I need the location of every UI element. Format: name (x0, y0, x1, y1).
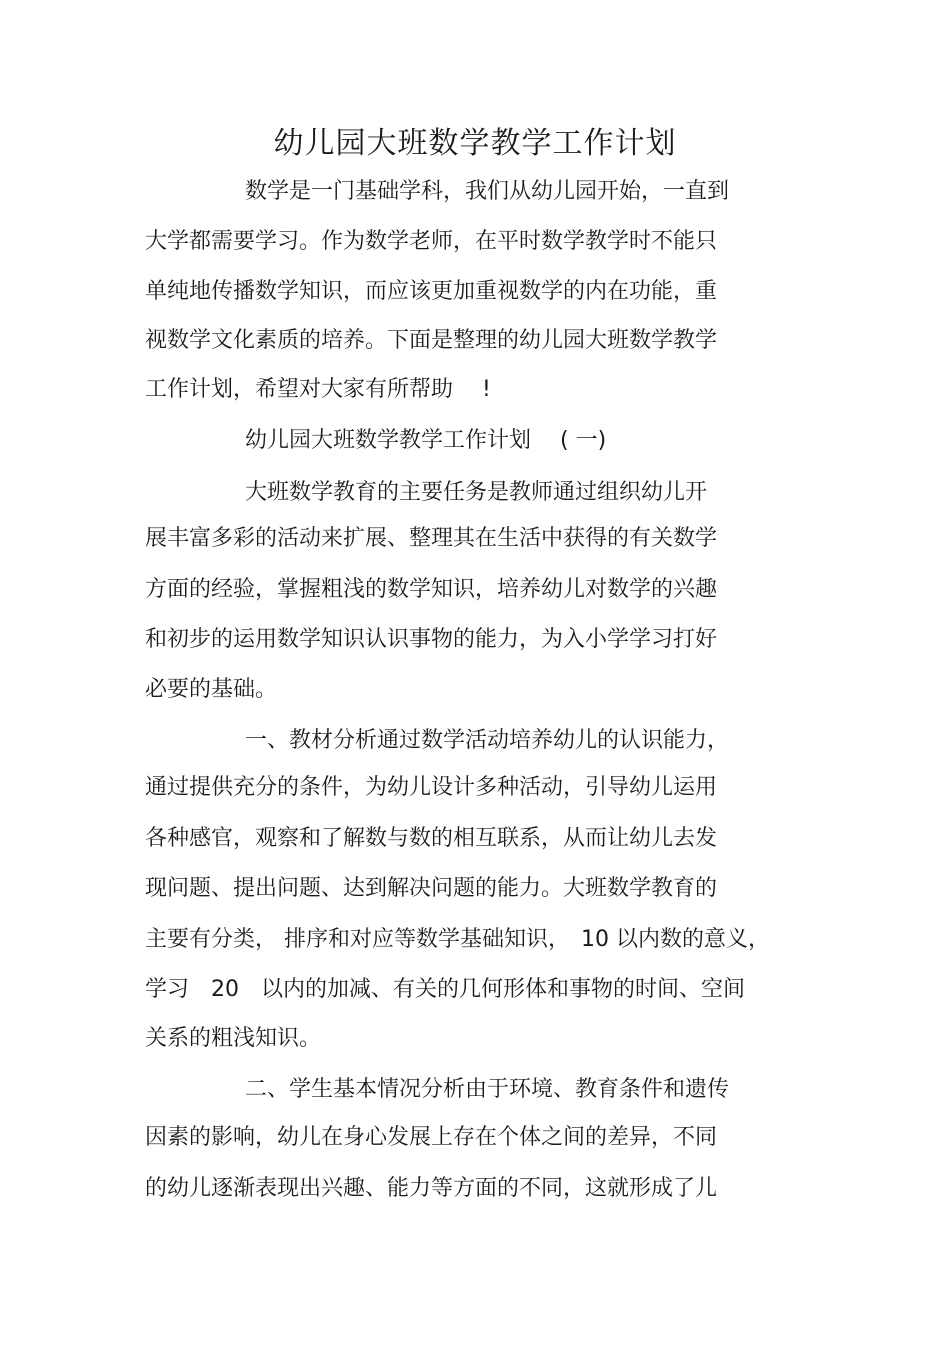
paragraph-line: 必要的基础。 (145, 677, 278, 702)
paragraph-line: 二、学生基本情况分析由于环境、教育条件和遗传 (245, 1077, 730, 1102)
paragraph-line: 单纯地传播数学知识，而应该更加重视数学的内在功能，重 (145, 279, 718, 304)
paragraph-line: 因素的影响，幼儿在身心发展上存在个体之间的差异，不同 (145, 1125, 718, 1150)
paragraph-line: 各种感官，观察和了解数与数的相互联系，从而让幼儿去发 (145, 826, 718, 851)
paragraph-line: 展丰富多彩的活动来扩展、整理其在生活中获得的有关数学 (145, 526, 718, 551)
paragraph-line: 一、教材分析通过数学活动培养幼儿的认识能力， (245, 728, 730, 753)
paragraph-line: 现问题、提出问题、达到解决问题的能力。大班数学教育的 (145, 876, 718, 901)
document-title: 幼儿园大班数学教学工作计划 (273, 126, 677, 161)
paragraph-line: 方面的经验，掌握粗浅的数学知识，培养幼儿对数学的兴趣 (145, 577, 718, 602)
paragraph-line: 学习 20 以内的加减、有关的几何形体和事物的时间、空间 (145, 977, 745, 1002)
paragraph-line: 和初步的运用数学知识认识事物的能力，为入小学学习打好 (145, 627, 718, 652)
paragraph-line: 数学是一门基础学科，我们从幼儿园开始，一直到 (245, 179, 730, 204)
section-subtitle: 幼儿园大班数学教学工作计划 ( 一) (245, 428, 607, 453)
paragraph-line: 关系的粗浅知识。 (145, 1026, 322, 1051)
paragraph-line: 工作计划，希望对大家有所帮助 ! (145, 377, 491, 402)
paragraph-line: 大班数学教育的主要任务是教师通过组织幼儿开 (245, 480, 708, 505)
paragraph-line: 大学都需要学习。作为数学老师，在平时数学教学时不能只 (145, 229, 718, 254)
paragraph-line: 通过提供充分的条件，为幼儿设计多种活动，引导幼儿运用 (145, 775, 718, 800)
paragraph-line: 视数学文化素质的培养。下面是整理的幼儿园大班数学教学 (145, 328, 718, 353)
paragraph-line: 的幼儿逐渐表现出兴趣、能力等方面的不同，这就形成了儿 (145, 1176, 718, 1201)
paragraph-line: 主要有分类， 排序和对应等数学基础知识， 10 以内数的意义， (145, 927, 770, 952)
